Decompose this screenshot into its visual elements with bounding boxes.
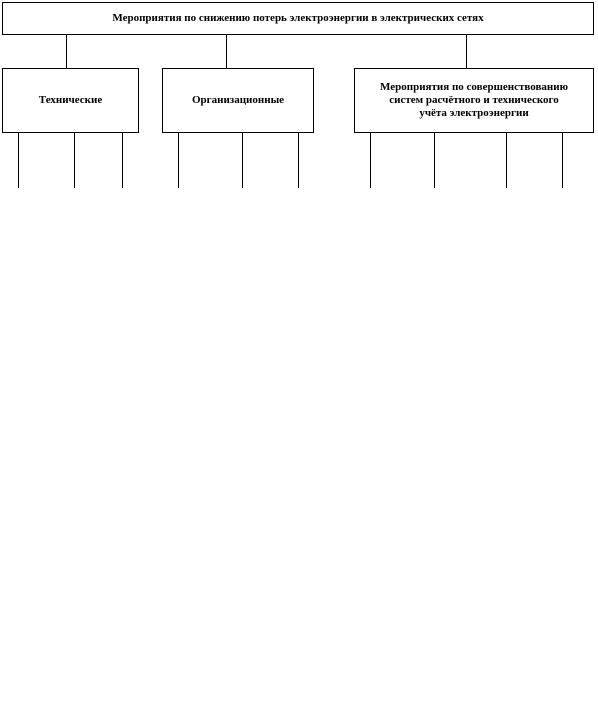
root-node xyxy=(2,2,594,35)
branch-line-technical-1 xyxy=(18,133,19,188)
branch-line-organizational-1 xyxy=(178,133,179,188)
connector-root-to-metering xyxy=(466,35,467,68)
node-metering-improvement xyxy=(354,68,594,133)
connector-root-to-technical xyxy=(66,35,67,68)
branch-line-technical-3 xyxy=(122,133,123,188)
root-node-label: Мероприятия по снижению потерь электроэнергии в электрических сетях xyxy=(112,12,484,24)
branch-line-organizational-3 xyxy=(298,133,299,188)
node-technical xyxy=(2,68,139,133)
node-organizational-label: Организационные xyxy=(191,94,285,106)
branch-line-technical-2 xyxy=(74,133,75,188)
branch-line-metering-1 xyxy=(370,133,371,188)
branch-line-metering-2 xyxy=(434,133,435,188)
connector-root-to-organizational xyxy=(226,35,227,68)
branch-line-metering-3 xyxy=(506,133,507,188)
node-organizational xyxy=(162,68,314,133)
node-technical-label: Технические xyxy=(38,94,103,106)
branch-line-metering-4 xyxy=(562,133,563,188)
branch-line-organizational-2 xyxy=(242,133,243,188)
node-metering-improvement-label: Мероприятия по совершенствованию систем расчётного и технического учёта электроэнергии xyxy=(380,81,568,119)
